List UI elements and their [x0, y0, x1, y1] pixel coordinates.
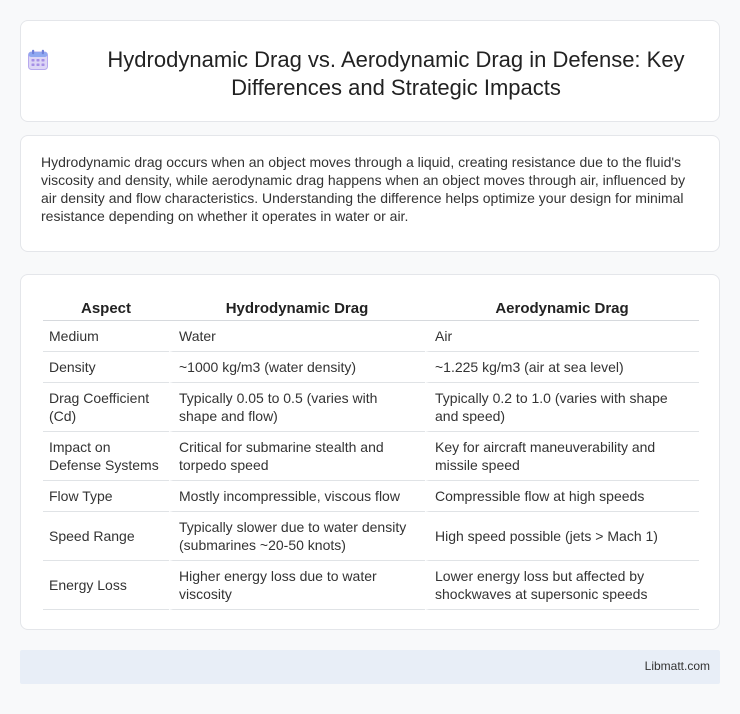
table-cell: Impact on Defense Systems: [43, 432, 169, 481]
footer-bar: [20, 650, 720, 684]
table-cell: Typically 0.2 to 1.0 (varies with shape and speed): [425, 383, 699, 432]
table-cell: Typically slower due to water density (submarines ~20-50 knots): [169, 512, 425, 561]
table-row: [43, 561, 699, 610]
table-row: [43, 481, 699, 512]
comparison-table: [43, 297, 699, 610]
table-cell: ~1.225 kg/m3 (air at sea level): [425, 352, 699, 383]
table-cell: ~1000 kg/m3 (water density): [169, 352, 425, 383]
table-cell: Critical for submarine stealth and torpedo speed: [169, 432, 425, 481]
table-cell: Compressible flow at high speeds: [425, 481, 699, 512]
table-row: [43, 512, 699, 561]
table-cell: Medium: [43, 321, 169, 352]
title-wrap: [21, 21, 719, 102]
table-cell: Key for aircraft maneuverability and missile speed: [425, 432, 699, 481]
calendar-icon: [27, 49, 49, 71]
table-row: [43, 432, 699, 481]
column-header-aspect: Aspect: [43, 297, 169, 321]
table-cell: High speed possible (jets > Mach 1): [425, 512, 699, 561]
table-cell: Flow Type: [43, 481, 169, 512]
column-header-hydrodynamic: Hydrodynamic Drag: [169, 297, 425, 321]
page-title: Hydrodynamic Drag vs. Aerodynamic Drag in Defense: Key Differences and Strategic Impacts: [107, 47, 685, 100]
table-header-row: [43, 297, 699, 321]
table-cell: Air: [425, 321, 699, 352]
comparison-table-card: [20, 274, 720, 630]
table-cell: Energy Loss: [43, 561, 169, 610]
table-cell: Typically 0.05 to 0.5 (varies with shape and flow): [169, 383, 425, 432]
table-cell: Higher energy loss due to water viscosity: [169, 561, 425, 610]
table-row: [43, 352, 699, 383]
intro-card: [20, 135, 720, 252]
table-row: [43, 383, 699, 432]
title-card: [20, 20, 720, 122]
table-cell: Mostly incompressible, viscous flow: [169, 481, 425, 512]
column-header-aerodynamic: Aerodynamic Drag: [425, 297, 699, 321]
table-cell: Density: [43, 352, 169, 383]
table-cell: Drag Coefficient (Cd): [43, 383, 169, 432]
footer-brand-link[interactable]: Libmatt.com: [644, 659, 710, 673]
table-cell: Water: [169, 321, 425, 352]
intro-paragraph: Hydrodynamic drag occurs when an object moves through a liquid, creating resistance due to the fluid's viscosity and density, while aerodynamic drag happens when an object moves through air, influenced by air density and flow characteristics. Understanding the difference helps optimize your design for minimal resistance depending on whether it operates in water or air.: [41, 154, 686, 224]
table-row: [43, 321, 699, 352]
table-cell: Lower energy loss but affected by shockwaves at supersonic speeds: [425, 561, 699, 610]
table-cell: Speed Range: [43, 512, 169, 561]
